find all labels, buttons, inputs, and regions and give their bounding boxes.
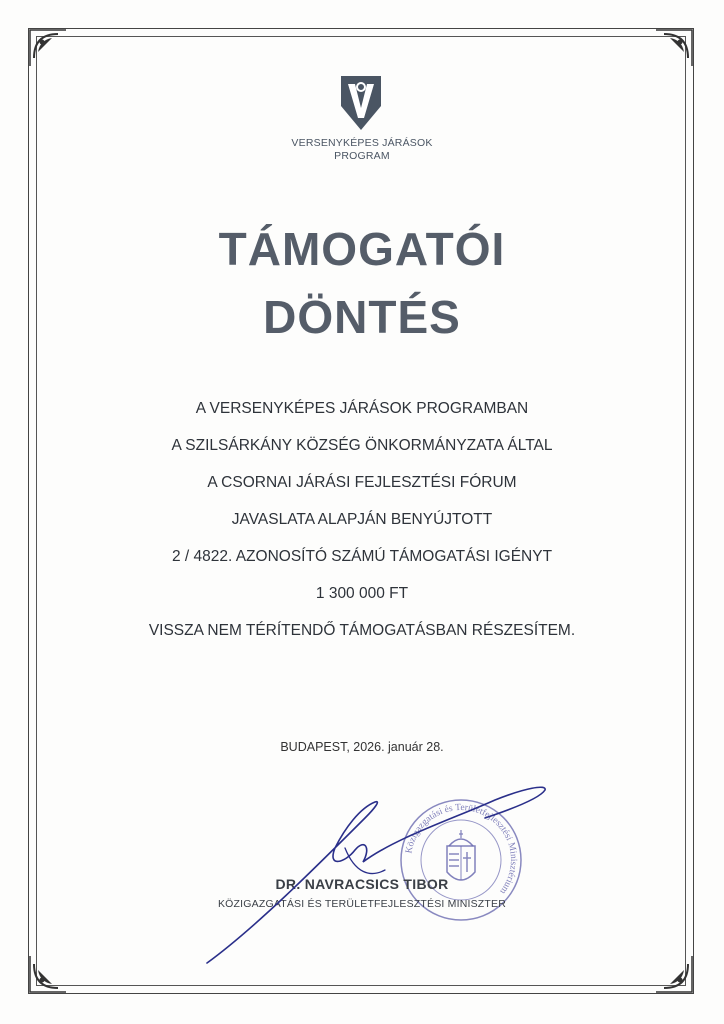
decision-line: A SZILSÁRKÁNY KÖZSÉG ÖNKORMÁNYZATA ÁLTAL bbox=[171, 437, 553, 454]
stamp-text: Közigazgatási és Területfejlesztési Minisztérium bbox=[404, 802, 519, 896]
program-name bbox=[200, 137, 524, 163]
decision-line: A CSORNAI JÁRÁSI FEJLESZTÉSI FÓRUM bbox=[207, 474, 517, 491]
signer-name: DR. NAVRACSICS TIBOR bbox=[275, 876, 449, 892]
corner-ornament-icon bbox=[654, 28, 694, 68]
decision-line: VISSZA NEM TÉRÍTENDŐ TÁMOGATÁSBAN RÉSZESÍTEM. bbox=[148, 622, 576, 639]
corner-ornament-icon bbox=[654, 954, 694, 994]
decision-line: A VERSENYKÉPES JÁRÁSOK PROGRAMBAN bbox=[195, 400, 529, 417]
document-title bbox=[100, 215, 624, 351]
program-name-line1: VERSENYKÉPES JÁRÁSOK bbox=[291, 137, 433, 149]
grant-amount: 1 300 000 FT bbox=[315, 585, 409, 602]
decision-text bbox=[60, 390, 664, 649]
title-line1: TÁMOGATÓI bbox=[218, 223, 506, 275]
program-logo-icon bbox=[337, 74, 385, 132]
issue-date: BUDAPEST, 2026. január 28. bbox=[280, 740, 444, 754]
corner-ornament-icon bbox=[28, 954, 68, 994]
decision-line: JAVASLATA ALAPJÁN BENYÚJTOTT bbox=[231, 511, 493, 528]
corner-ornament-icon bbox=[28, 28, 68, 68]
handwritten-signature bbox=[195, 778, 555, 968]
signer-title: KÖZIGAZGATÁSI ÉS TERÜLETFEJLESZTÉSI MINISZTER bbox=[217, 898, 507, 910]
title-line2: DÖNTÉS bbox=[263, 291, 461, 343]
program-name-line2: PROGRAM bbox=[334, 150, 390, 162]
decision-line: 2 / 4822. AZONOSÍTÓ SZÁMÚ TÁMOGATÁSI IGÉNYT bbox=[171, 548, 553, 565]
